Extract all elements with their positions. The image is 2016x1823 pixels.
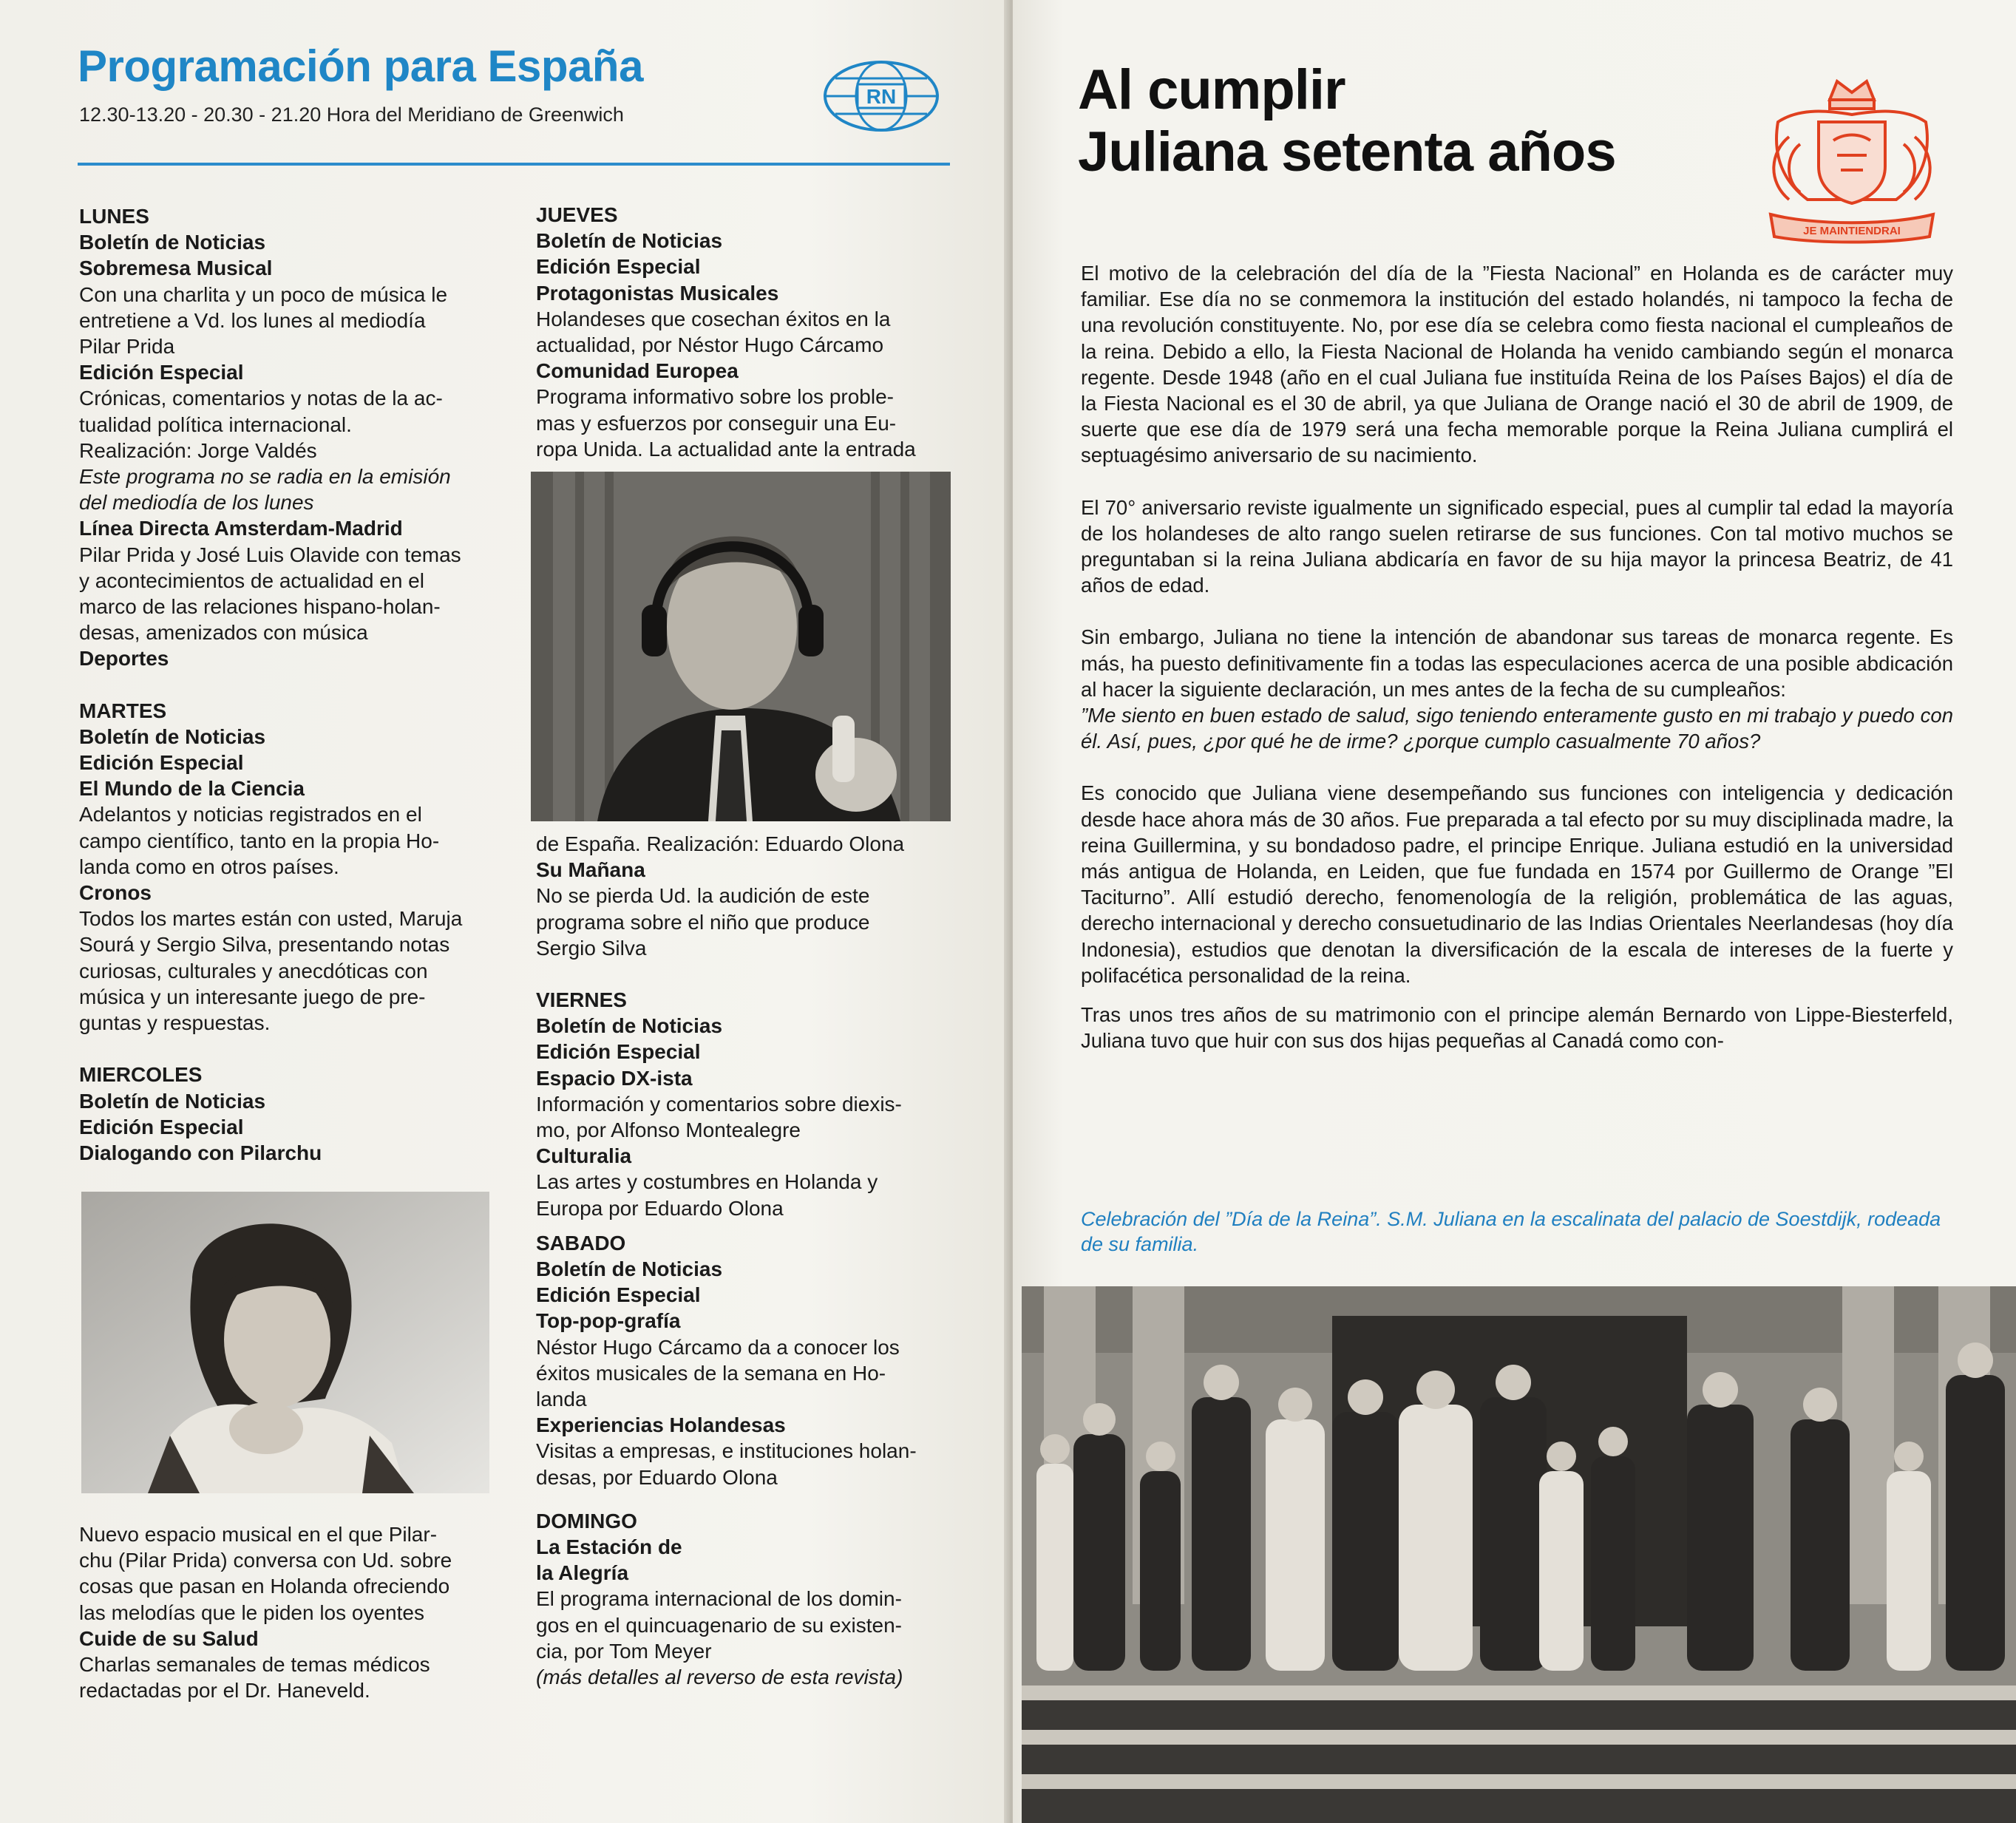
program-desc: campo científico, tanto en la propia Ho- <box>79 829 440 852</box>
schedule-column-2 <box>536 202 946 462</box>
schedule-column-1 <box>79 203 489 1166</box>
program-desc: cosas que pasan en Holanda ofreciendo <box>79 1575 450 1598</box>
program-title: La Estación de <box>536 1535 682 1559</box>
program-desc: Crónicas, comentarios y notas de la ac- <box>79 387 443 410</box>
program-desc: cia, por Tom Meyer <box>536 1639 712 1663</box>
article-paragraph: Tras unos tres años de su matrimonio con el principe alemán Bernardo von Lippe-Biesterfeld, Juliana tuvo que huir con sus dos hijas pequeñas al Canadá como con- <box>1081 1003 1953 1053</box>
royal-crest-icon <box>1748 70 1955 248</box>
program-title: Cronos <box>79 881 152 905</box>
program-desc: programa sobre el niño que produce <box>536 910 870 934</box>
photo-royal-family-steps <box>1022 1286 2016 1823</box>
program-title: Boletín de Noticias <box>79 1089 266 1113</box>
day-heading-domingo: DOMINGO <box>536 1509 637 1532</box>
program-title: Edición Especial <box>79 751 244 775</box>
program-title: Sobremesa Musical <box>79 257 273 280</box>
program-note: del mediodía de los lunes <box>79 491 314 515</box>
program-desc: Holandeses que cosechan éxitos en la <box>536 307 891 330</box>
program-title: Top-pop-grafía <box>536 1309 681 1333</box>
photo-caption: Celebración del ”Día de la Reina”. S.M. Juliana en la escalinata del palacio de Soestdijk, rodeada de su familia. <box>1081 1208 1941 1255</box>
program-desc: Información y comentarios sobre diexis- <box>536 1092 902 1116</box>
program-desc: Adelantos y noticias registrados en el <box>79 803 422 826</box>
program-desc: Visitas a empresas, e instituciones holan- <box>536 1439 917 1463</box>
day-heading-viernes: VIERNES <box>536 988 627 1012</box>
article-title-line2: Juliana setenta años <box>1078 120 1616 183</box>
program-desc: Europa por Eduardo Olona <box>536 1196 784 1220</box>
photo-announcer-headphones <box>531 472 951 821</box>
program-desc: Todos los martes están con usted, Maruja <box>79 907 463 931</box>
program-desc: mo, por Alfonso Montealegre <box>536 1118 801 1142</box>
program-title: Edición Especial <box>536 1283 701 1307</box>
program-desc: Néstor Hugo Cárcamo da a conocer los <box>536 1335 900 1359</box>
program-desc: Con una charlita y un poco de música le <box>79 282 448 306</box>
program-title: Protagonistas Musicales <box>536 281 779 305</box>
program-desc: ropa Unida. La actualidad ante la entrada <box>536 437 916 461</box>
article-paragraph: Sin embargo, Juliana no tiene la intención de abandonar sus tareas de monarca regente. Es más, ha puesto definitivamente fin a todas las especulaciones acerca de una posible abdicación al hacer la siguiente declaración, un mes antes de la fecha de su cumpleaños: <box>1081 625 1953 701</box>
program-desc: landa <box>536 1388 587 1411</box>
program-note: Este programa no se radia en la emisión <box>79 465 451 489</box>
program-desc: Sergio Silva <box>536 936 647 960</box>
schedule-column-1-cont <box>79 1521 489 1703</box>
article-paragraph: Es conocido que Juliana viene desempeñando sus funciones con inteligencia y dedicación desde hace ahora más de 30 años. Fue preparada a tal efecto por su muy disciplinada madre, la reina Guillermina, y su bondadoso padre, el principe Enrique. Juliana estudió en la universidad más antigua de Holanda, en Leiden, que fue fundada en 1574 por Guillermo de Orange ”El Taciturno”. Allí estudió derecho, fenomenología de la religión, problemática de las aguas, derecho internacional y derecho consuetudinario de las Indias Orientales Neerlandesas (hoy día Indonesia), estudios que denotan la diversificación de la escala de intereses de la fuerte y polifacética personalidad de la reina. <box>1081 781 1953 987</box>
day-heading-sabado: SABADO <box>536 1231 626 1255</box>
day-heading-martes: MARTES <box>79 699 167 722</box>
queen-quote: ”Me siento en buen estado de salud, sigo teniendo enteramente gusto en mi trabajo y puedo con él. Así, pues, ¿por qué he de irme? ¿porque cumplo casualmente 70 años? <box>1081 704 1953 753</box>
program-desc: Sourá y Sergio Silva, presentando notas <box>79 933 450 957</box>
program-title: Espacio DX-ista <box>536 1066 693 1090</box>
program-desc: landa como en otros países. <box>79 855 339 878</box>
page-title: Programación para España <box>78 41 643 91</box>
program-desc: redactadas por el Dr. Haneveld. <box>79 1679 370 1703</box>
day-heading-lunes: LUNES <box>79 205 149 228</box>
program-title: Boletín de Noticias <box>79 724 266 748</box>
logo-text: RN <box>866 85 897 108</box>
article-paragraph: El 70° aniversario reviste igualmente un significado especial, pues al cumplir tal edad la mayoría de los holandeses de alto rango suelen retirarse de sus funciones. Con tal motivo muchos se preguntaban si la reina Juliana abdicaría en favor de su hija mayor la princesa Beatriz, de 41 años de edad. <box>1081 495 1953 597</box>
program-desc: No se pierda Ud. la audición de este <box>536 884 870 908</box>
article-body <box>1081 260 1953 1079</box>
program-desc: desas, por Eduardo Olona <box>536 1465 778 1489</box>
program-title: Experiencias Holandesas <box>536 1413 786 1437</box>
rn-globe-logo-icon <box>822 58 940 135</box>
program-title: Edición Especial <box>536 1040 701 1064</box>
article-title-line1: Al cumplir <box>1078 58 1345 121</box>
program-title: Edición Especial <box>79 1115 244 1138</box>
program-title: Línea Directa Amsterdam-Madrid <box>79 517 403 540</box>
program-desc: Realización: Jorge Valdés <box>79 438 317 462</box>
article-title <box>1078 59 1616 183</box>
program-desc: El programa internacional de los domin- <box>536 1587 902 1611</box>
program-desc: Las artes y costumbres en Holanda y <box>536 1170 878 1194</box>
program-desc: curiosas, culturales y anecdóticas con <box>79 959 428 982</box>
program-desc: música y un interesante juego de pre- <box>79 985 426 1008</box>
article-paragraph: El motivo de la celebración del día de la ”Fiesta Nacional” en Holanda es de carácter muy familiar. Ese día no se conmemora la institución del estado holandés, ni tampoco la fecha de una revolución constituyente. No, por ese día se celebra como fiesta nacional el cumpleaños de la reina. Debido a ello, la Fiesta Nacional de Holanda ha venido cambiando según el monarca regente. Desde 1948 (año en el cual Juliana fue instituída Reina de los Países Bajos) el día de la Fiesta Nacional es el 30 de abril, ya que Juliana de Orange nació el 30 de abril de 1909, de suerte que ese día de 1979 será una fecha memorable porque la Reina Juliana cumplirá el septuagésimo aniversario de su nacimiento. <box>1081 262 1953 467</box>
program-title: Edición Especial <box>79 361 244 384</box>
program-note: (más detalles al reverso de esta revista) <box>536 1666 903 1689</box>
program-desc: Pilar Prida <box>79 335 175 359</box>
program-desc: Charlas semanales de temas médicos <box>79 1653 430 1677</box>
program-title: El Mundo de la Ciencia <box>79 777 305 801</box>
program-desc: Nuevo espacio musical en el que Pilar- <box>79 1523 438 1546</box>
program-desc: las melodías que le piden los oyentes <box>79 1600 424 1624</box>
program-title: la Alegría <box>536 1561 629 1585</box>
program-desc: tualidad política internacional. <box>79 413 352 436</box>
program-title: Dialogando con Pilarchu <box>79 1141 322 1164</box>
program-desc: marco de las relaciones hispano-holan- <box>79 595 441 619</box>
program-title: Boletín de Noticias <box>536 1257 723 1281</box>
header-rule <box>78 163 950 166</box>
program-title: Comunidad Europea <box>536 359 739 383</box>
schedule-column-2-cont <box>536 831 946 1690</box>
program-desc: mas y esfuerzos por conseguir una Eu- <box>536 411 897 435</box>
program-title: Su Mañana <box>536 858 645 882</box>
program-desc: chu (Pilar Prida) conversa con Ud. sobre <box>79 1549 452 1572</box>
program-desc: y acontecimientos de actualidad en el <box>79 568 424 592</box>
day-heading-miercoles: MIERCOLES <box>79 1063 203 1087</box>
program-desc: entretiene a Vd. los lunes al mediodía <box>79 308 426 332</box>
program-title: Boletín de Noticias <box>536 1014 723 1038</box>
program-desc: de España. Realización: Eduardo Olona <box>536 832 905 855</box>
program-desc: éxitos musicales de la semana en Ho- <box>536 1361 886 1385</box>
program-title: Edición Especial <box>536 255 701 279</box>
program-desc: actualidad, por Néstor Hugo Cárcamo <box>536 333 884 357</box>
program-desc: Pilar Prida y José Luis Olavide con temas <box>79 543 461 566</box>
broadcast-times: 12.30-13.20 - 20.30 - 21.20 Hora del Meridiano de Greenwich <box>79 103 624 126</box>
program-desc: guntas y respuestas. <box>79 1011 271 1035</box>
program-title: Deportes <box>79 647 169 671</box>
program-title: Cuide de su Salud <box>79 1626 259 1650</box>
crest-motto: JE MAINTIENDRAI <box>1803 225 1901 237</box>
program-desc: desas, amenizados con música <box>79 621 368 645</box>
program-title: Boletín de Noticias <box>536 229 723 253</box>
program-desc: Programa informativo sobre los proble- <box>536 385 894 409</box>
program-title: Boletín de Noticias <box>79 231 266 254</box>
program-desc: gos en el quincuagenario de su existen- <box>536 1613 903 1637</box>
day-heading-jueves: JUEVES <box>536 203 618 226</box>
program-title: Culturalia <box>536 1144 632 1168</box>
photo-pilar-prida <box>81 1192 489 1493</box>
